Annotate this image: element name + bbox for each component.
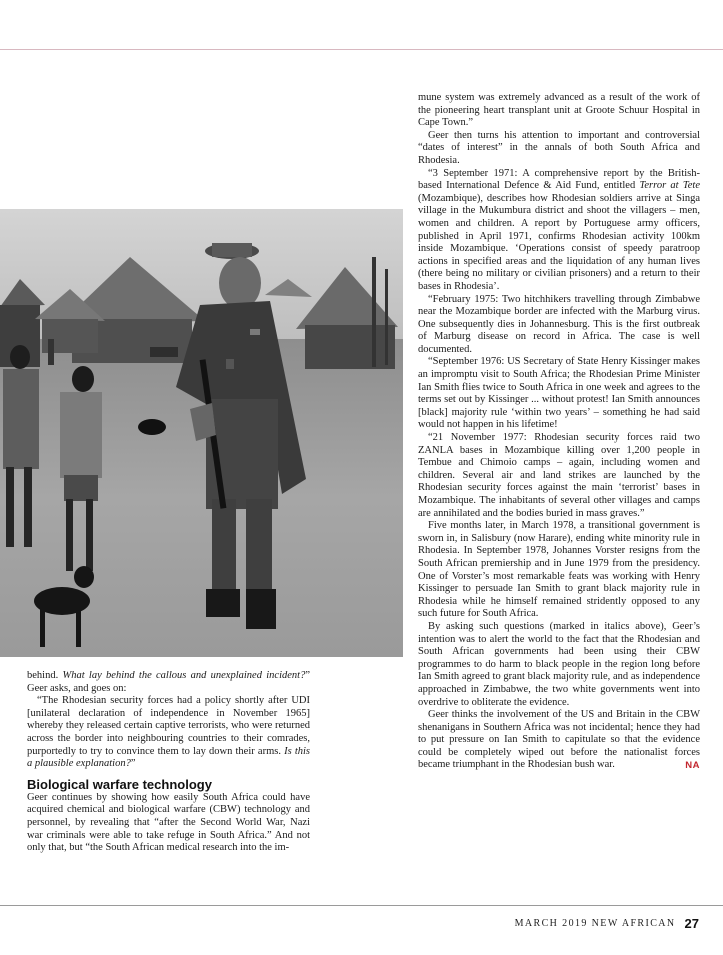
top-rule xyxy=(0,49,723,50)
section-heading: Biological warfare technology xyxy=(27,776,212,792)
right-column xyxy=(418,92,700,773)
italic-title: Terror at Tete xyxy=(639,180,700,192)
soldier-village-photo xyxy=(0,209,403,657)
paragraph: “21 November 1977: Rhodesian security forces raid two ZANLA bases in Mozambique killing over 1,200 people in Tembue and Chimoio camps – again, including women and children. Several air and land strikes are launched by the Rhodesian security forces against the main ‘terrorist’ bases in Mozambique. The inhabitants of several other villages and camps are annihilated and the bodies buried in mass graves.” xyxy=(418,432,700,519)
paragraph xyxy=(27,695,310,771)
page-footer xyxy=(515,916,699,931)
issue-label: MARCH 2019 NEW AFRICAN xyxy=(514,918,676,929)
paragraph xyxy=(418,168,700,294)
paragraph: “September 1976: US Secretary of State Henry Kissinger makes an impromptu visit to South Africa; the Rhodesian Prime Minister Ian Smith flies twice to South Africa in one week and agrees to the terms set out by Kissinger ... without protest! Ian Smith announces [black] majority rule ‘within two years’ – something he had said would not happen in his lifetime! xyxy=(418,356,700,431)
end-mark: NA xyxy=(685,760,700,772)
text-run: Geer thinks the involvement of the US and Britain in the CBW shenanigans in Southern Africa was not incidental; hence they had to put pressure on Ian Smith to capitulate so that the evidence could be completely wiped out before the nationalist forces became triumphant in the Rhodesian bush war. xyxy=(418,709,700,771)
paragraph xyxy=(418,709,700,772)
text-run: ” xyxy=(130,758,136,770)
text-run: ” Geer asks, and goes on: xyxy=(27,670,310,694)
paragraph: “February 1975: Two hitchhikers travelling through Zimbabwe near the Mozambique border are infected with the Marburg virus. One subsequently dies in Johannesburg. This is the first outbreak of Marburg disease on record in Africa. The case is well documented. xyxy=(418,293,700,355)
left-column xyxy=(27,670,310,855)
text-run: behind. xyxy=(27,670,63,681)
paragraph: Five months later, in March 1978, a transitional government is sworn in, in Salisbury (now Harare), ending white minority rule in Rhodesia. In September 1978, Johannes Vorster resigns from the South African premiership and in June 1979 from the presidency. One of Vorster’s most remarkable feats was working with Henry Kissinger to persuade Ian Smith to grant black majority rule in Rhodesia while he himself remained stridently opposed to any such future for South Africa. xyxy=(418,520,700,620)
italic-question: What lay behind the callous and unexplained incident? xyxy=(62,670,306,681)
paragraph: Geer then turns his attention to important and controversial “dates of interest” in the annals of both South Africa and Rhodesia. xyxy=(418,129,700,166)
paragraph: mune system was extremely advanced as a result of the work of the pioneering heart transplant unit at Groote Schuur Hospital in Cape Town.” xyxy=(418,92,700,129)
paragraph: Geer continues by showing how easily South Africa could have acquired chemical and biological warfare (CBW) technology and personnel, by revealing that “after the Second World War, Nazi war criminals were able to take refuge in South Africa.” And not only that, but “the South African medical research into the im- xyxy=(27,791,310,854)
page-number: 27 xyxy=(684,916,699,931)
paragraph xyxy=(27,670,310,695)
text-run: “3 September 1971: A comprehensive report by the British-based International Defence & Aid Fund, entitled xyxy=(418,167,700,192)
text-run: (Mozambique), describes how Rhodesian soldiers arrive at Singa village in the Mukumbura district and shoot the villagers – men, women and children. A report by Portuguese army officers, published in April 1971, confirms Rhodesian activity 100km inside Mozambique. ‘Operations consist of speedy paratroop actions in specified areas and the liquidation of any human lives (there being no military or civilian prisoners) and a return to their bases in Rhodesia’. xyxy=(418,192,700,292)
text-run: “The Rhodesian security forces had a policy shortly after UDI [unilateral declaration of independence in November 1965] whereby they released certain captive terrorists, who were returned across the border into neighbouring countries to their comrades, purportedly to try to convince them to lay down their arms. xyxy=(27,695,310,757)
bottom-rule xyxy=(0,905,723,906)
italic-question: Is this a plausible explanation? xyxy=(27,745,310,770)
paragraph: By asking such questions (marked in italics above), Geer’s intention was to alert the world to the fact that the Rhodesian and South African governments had been using their CBW programmes to do harm to black people in the region long before Ian Smith agreed to grant black majority rule, and as independence approached in Zimbabwe, the two white governments went into overdrive to obliterate the evidence. xyxy=(418,620,700,708)
